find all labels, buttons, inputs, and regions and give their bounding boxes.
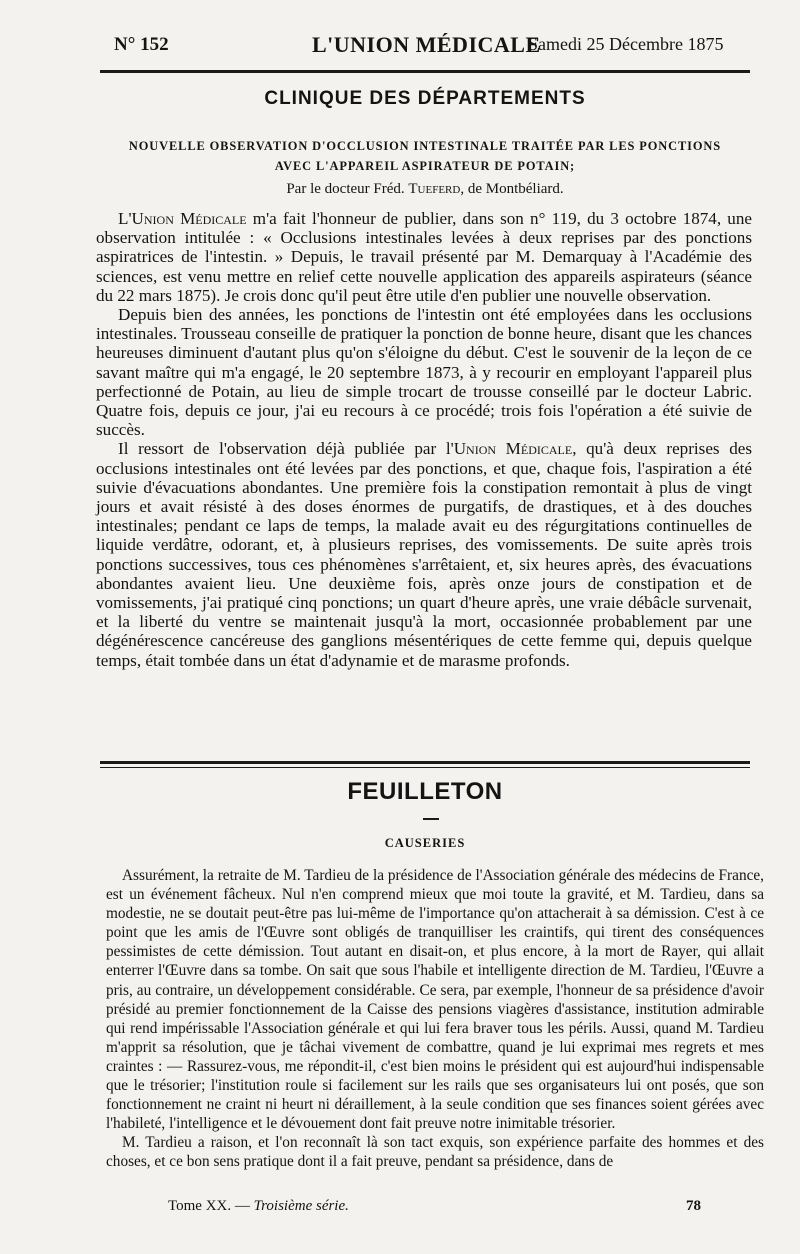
volume-info bbox=[168, 1198, 349, 1215]
journal-title: L'UNION MÉDICALE bbox=[312, 32, 541, 57]
header-rule bbox=[100, 70, 750, 73]
issue-date: Samedi 25 Décembre 1875 bbox=[528, 34, 724, 54]
section-divider-thin bbox=[100, 767, 750, 768]
feuilleton-subtitle: CAUSERIES bbox=[384, 836, 466, 850]
article-subtitle-line-2: AVEC L'APPAREIL ASPIRATEUR DE POTAIN; bbox=[274, 159, 576, 173]
journal-reference: L'Union Médicale bbox=[118, 209, 247, 228]
article-paragraph bbox=[96, 209, 752, 305]
page-number: 78 bbox=[686, 1198, 701, 1214]
article-subtitle bbox=[110, 136, 740, 176]
section-title: CLINIQUE DES DÉPARTEMENTS bbox=[264, 88, 586, 109]
section-divider-thick bbox=[100, 761, 750, 764]
feuilleton-paragraph: Assurément, la retraite de M. Tardieu de la présidence de l'Association générale des médecins de France, est un événement fâcheux. Nul n'en comprend mieux que moi toute la gravité, et M. Tardieu, dans sa modestie, ne se doutait peut-être pas lui-même de l'importance qu'on attacherait à sa démission. C'est à ce point que les amis de l'Œuvre sont obligés de tranquilliser les craintifs, qui tirent des conséquences pessimistes de cette démission. Tout autant en disait-on, et plus encore, à la mort de Rayer, qui allait enterrer l'Œuvre dans sa tombe. On sait que sous l'habile et intelligente direction de M. Tardieu, l'Œuvre a pris, au contraire, un développement considérable. Ce sera, par exemple, l'honneur de sa présidence d'avoir présidé au premier fonctionnement de la Caisse des pensions viagères d'assistance, institution admirable qui rend impérissable l'Association générale et qui lui fera braver tous les périls. Aussi, quand M. Tardieu m'apprit sa résolution, que je tâchai vivement de combattre, quand je lui exprimai mes regrets et mes craintes : — Rassurez-vous, me répondit-il, c'est bien moins le président qui est aujourd'hui indispensable que le trésorier; l'institution roule si facilement sur les rails que ses organisateurs lui ont posés, que son fonctionnement ne craint ni heurt ni déraillement, à la seule condition que ses finances soient gérées avec l'habileté, l'intelligence et le dévouement dont fait preuve notre inimitable trésorier. bbox=[106, 867, 764, 1133]
journal-reference: Union Médicale bbox=[453, 439, 573, 459]
series-label: Troisième série. bbox=[253, 1198, 349, 1214]
feuilleton-paragraph: M. Tardieu a raison, et l'on reconnaît là son tact exquis, son expérience parfaite des hommes et des choses, et ce bon sens pratique dont il a fait preuve, pendant sa présidence, dans de bbox=[106, 1134, 764, 1171]
article-paragraph bbox=[96, 439, 752, 669]
title-dash bbox=[423, 818, 439, 820]
article-paragraph: Depuis bien des années, les ponctions de l'intestin ont été employées dans les occlusions intestinales. Trousseau conseille de pratiquer la ponction de bonne heure, disant que les chances heureuses diminuent d'autant plus qu'on s'éloigne du début. C'est le souvenir de la leçon de ce savant maître qui m'a engagé, le 20 septembre 1873, à y recourir en employant l'appareil plus perfectionné de Potain, au lieu de simple trocart de trousse conseillé par le docteur Labric. Quatre fois, depuis ce jour, j'ai eu recours à ce procédé; trois fois l'opération a été suivie de succès. bbox=[96, 305, 752, 440]
byline-prefix: Par le docteur Fréd. bbox=[286, 181, 405, 197]
article-byline bbox=[100, 181, 750, 198]
page-footer bbox=[0, 1198, 800, 1220]
byline-suffix: , de Montbéliard. bbox=[460, 181, 564, 197]
issue-number: N° 152 bbox=[114, 34, 169, 55]
paragraph-text: m'a fait l'honneur de publier, dans son n° 119, du 3 octobre 1874, une observation intitulée : « Occlusions intestinales levées à deux reprises par des ponctions aspiratrices de l'intestin. » Depuis, le travail présenté par M. Demarquay à l'Académie des sciences, est venu mettre en relief cette nouvelle application des appareils aspirateurs (séance du 22 mars 1875). Je crois donc qu'il peut être utile d'en publier une nouvelle observation. bbox=[96, 209, 752, 305]
page-header bbox=[0, 34, 800, 60]
feuilleton-title: FEUILLETON bbox=[347, 778, 503, 805]
paragraph-text: Il ressort de l'observation déjà publiée par l' bbox=[118, 439, 454, 459]
tome-label: Tome XX. — bbox=[168, 1198, 254, 1214]
paragraph-text: , qu'à deux reprises des occlusions intestinales ont été levées par des ponctions, et que, chaque fois, l'aspiration a été suivie d'évacuations abondantes. Une première fois la constipation remontait à plus de vingt jours et avait résisté à des doses énormes de purgatifs, de drastiques, et à des douches intestinales; pendant ce laps de temps, la malade avait eu des régurgitations continuelles de liquide verdâtre, odorant, et, à plusieurs reprises, des vomissements. De suite après trois ponctions successives, tous ces phénomènes s'arrêtaient, et, six heures après, des évacuations abondantes avaient lieu. Une deuxième fois, après onze jours de constipation et de vomissements, j'ai pratiqué cinq ponctions; un quart d'heure après, une vraie débâcle survenait, et la liberté du ventre se maintenait jusqu'à la mort, occasionnée probablement par une dégénérescence cancéreuse des ganglions mésentériques de cette femme qui, depuis quelque temps, était tombée dans un état d'adynamie et de marasme profonds. bbox=[96, 439, 752, 670]
article-body bbox=[96, 209, 752, 670]
feuilleton-body bbox=[106, 866, 764, 1172]
article-subtitle-line-1: NOUVELLE OBSERVATION D'OCCLUSION INTESTINALE TRAITÉE PAR LES PONCTIONS bbox=[128, 139, 722, 153]
author-name: Tueferd bbox=[408, 181, 461, 197]
